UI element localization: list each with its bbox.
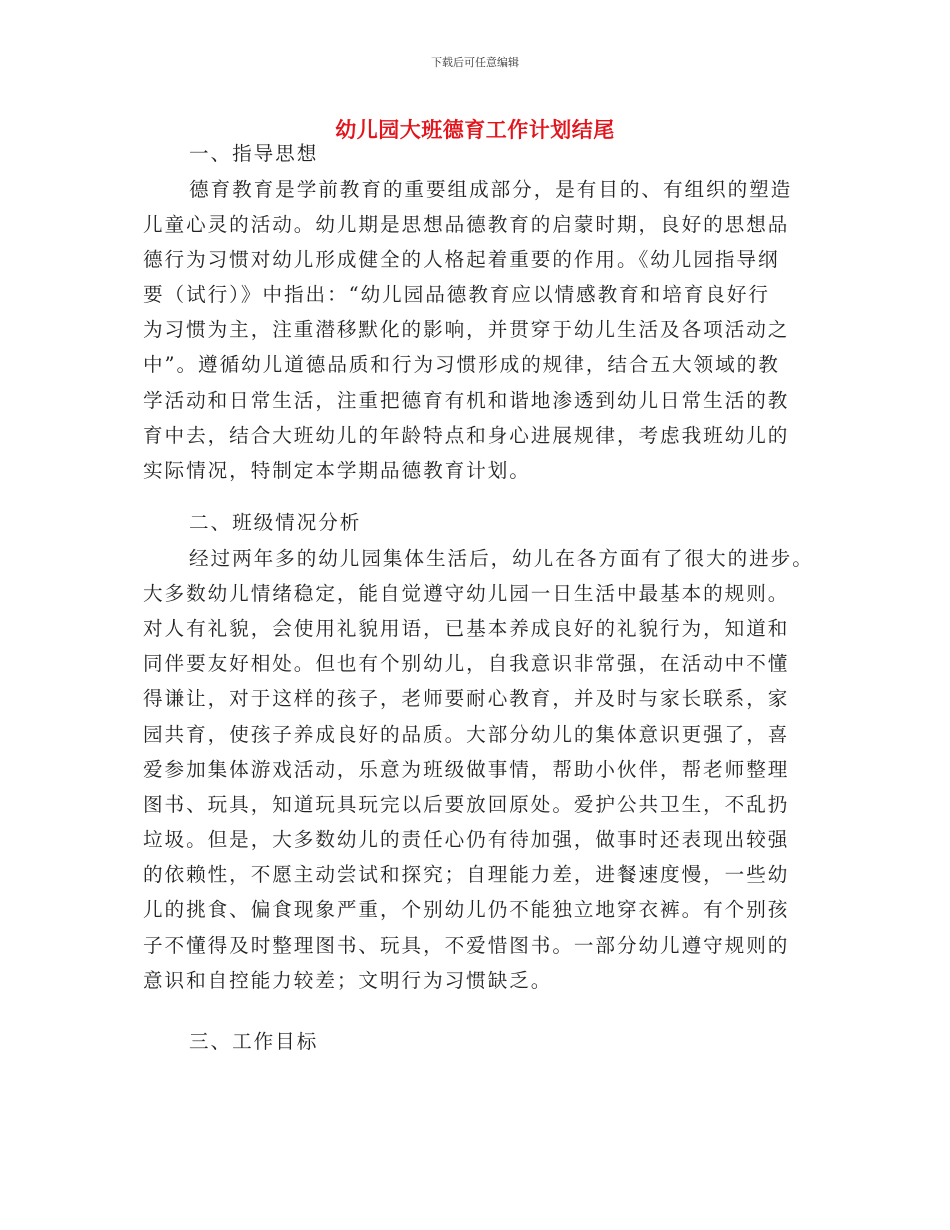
paragraph-line: 育中去，结合大班幼儿的年龄特点和身心进展规律，考虑我班幼儿的 — [143, 424, 790, 447]
paragraph-line: 得谦让，对于这样的孩子，老师要耐心教育，并及时与家长联系，家 — [143, 687, 790, 710]
section-heading-3: 三、工作目标 — [189, 1030, 319, 1053]
paragraph-line: 中”。遵循幼儿道德品质和行为习惯形成的规律，结合五大领域的教 — [143, 353, 780, 376]
paragraph-line: 儿童心灵的活动。幼儿期是思想品德教育的启蒙时期，良好的思想品 — [143, 213, 790, 236]
paragraph-line: 经过两年多的幼儿园集体生活后，幼儿在各方面有了很大的进步。 — [189, 547, 814, 570]
document-title: 幼儿园大班德育工作计划结尾 — [335, 117, 615, 142]
paragraph-line: 儿的挑食、偏食现象严重，个别幼儿仍不能独立地穿衣裤。有个别孩 — [143, 898, 790, 921]
paragraph-line: 要（试行）》中指出：“幼儿园品德教育应以情感教育和培育良好行 — [143, 283, 770, 306]
paragraph-line: 学活动和日常生活，注重把德育有机和谐地渗透到幼儿日常生活的教 — [143, 389, 790, 412]
paragraph-line: 同伴要友好相处。但也有个别幼儿，自我意识非常强，在活动中不懂 — [143, 652, 790, 675]
paragraph-line: 园共育，使孩子养成良好的品质。大部分幼儿的集体意识更强了，喜 — [143, 723, 790, 746]
paragraph-line: 图书、玩具，知道玩具玩完以后要放回原处。爱护公共卫生，不乱扔 — [143, 793, 790, 816]
paragraph-line: 对人有礼貌，会使用礼貌用语，已基本养成良好的礼貌行为，知道和 — [143, 617, 790, 640]
paragraph-line: 为习惯为主，注重潜移默化的影响，并贯穿于幼儿生活及各项活动之 — [143, 318, 790, 341]
section-heading-1: 一、指导思想 — [189, 142, 319, 165]
paragraph-line: 德行为习惯对幼儿形成健全的人格起着重要的作用。《幼儿园指导纲 — [143, 248, 780, 271]
paragraph-line: 德育教育是学前教育的重要组成部分，是有目的、有组织的塑造 — [189, 178, 793, 201]
paragraph-line: 子不懂得及时整理图书、玩具，不爱惜图书。一部分幼儿遵守规则的 — [143, 934, 790, 957]
paragraph-line: 垃圾。但是，大多数幼儿的责任心仍有待加强，做事时还表现出较强 — [143, 828, 790, 851]
section-heading-2: 二、班级情况分析 — [189, 511, 362, 534]
paragraph-line: 实际情况，特制定本学期品德教育计划。 — [143, 459, 531, 482]
paragraph-line: 的依赖性，不愿主动尝试和探究；自理能力差，进餐速度慢，一些幼 — [143, 863, 790, 886]
paragraph-line: 意识和自控能力较差；文明行为习惯缺乏。 — [143, 969, 553, 992]
page-header: 下载后可任意编辑 — [431, 56, 519, 69]
paragraph-line: 大多数幼儿情绪稳定，能自觉遵守幼儿园一日生活中最基本的规则。 — [143, 582, 790, 605]
paragraph-line: 爱参加集体游戏活动，乐意为班级做事情，帮助小伙伴，帮老师整理 — [143, 758, 790, 781]
